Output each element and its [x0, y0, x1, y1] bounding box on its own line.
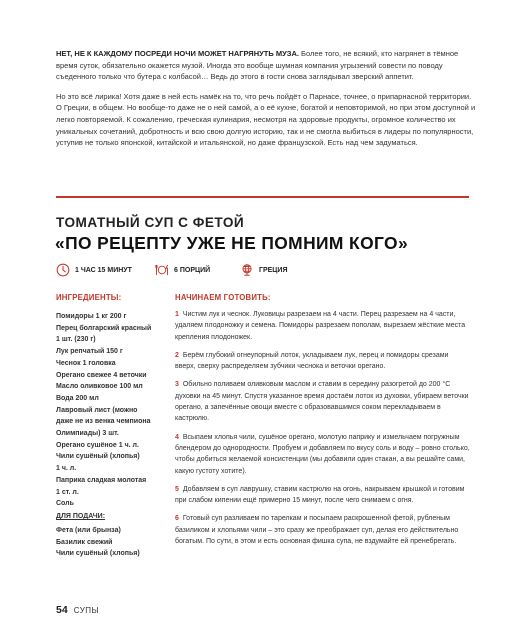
- steps-list: [175, 309, 470, 554]
- country: ГРЕЦИЯ: [259, 266, 288, 274]
- step-number: 6: [175, 515, 179, 523]
- step-item: [175, 513, 470, 547]
- ingredient-item: Олимпиады) 3 шт.: [56, 430, 119, 438]
- ingredient-item: 1 шт. (230 г): [56, 336, 96, 344]
- step-number: 2: [175, 351, 179, 359]
- recipe-title: ТОМАТНЫЙ СУП С ФЕТОЙ: [56, 215, 245, 230]
- ingredient-item: Орегано сушёное 1 ч. л.: [56, 441, 139, 449]
- section-divider: [56, 196, 469, 198]
- page-footer: [56, 604, 99, 616]
- meta-time: [56, 260, 132, 280]
- ingredient-item: Помидоры 1 кг 200 г: [56, 313, 127, 320]
- page-number: 54: [56, 604, 68, 616]
- intro-paragraph-1-body: Более того, не всякий, кто нагрянет в тёмное время суток, обязательно окажется музой. Иногда это вообще шумная компания угрызений совести по поводу съеденного только что бутера с колбасой… Ведь до этого в гости снова заглядывал зверский аппетит.: [56, 49, 459, 82]
- step-item: [175, 432, 470, 477]
- recipe-subtitle: «ПО РЕЦЕПТУ УЖЕ НЕ ПОМНИМ КОГО»: [55, 233, 409, 253]
- meta-portions: [155, 260, 210, 280]
- meta-country: [240, 260, 287, 280]
- ingredient-item: Вода 200 мл: [56, 394, 99, 402]
- step-number: 4: [175, 433, 179, 441]
- clock-icon: [56, 263, 70, 277]
- step-number: 1: [175, 311, 179, 318]
- ingredient-item: Орегано свежее 4 веточки: [56, 371, 147, 379]
- ingredient-item: 1 ст. л.: [56, 488, 79, 496]
- step-number: 3: [175, 381, 179, 389]
- intro-paragraph-1: [56, 48, 476, 83]
- step-item: [175, 309, 470, 343]
- ingredient-item: Паприка сладкая молотая: [56, 476, 147, 484]
- step-text: Чистим лук и чеснок. Луковицы разрезаем на 4 части. Перец разрезаем на 4 части, удаляем плодоножку и семена. Помидоры разрезаем пополам, вырезаем жёсткие места крепления плодоножек.: [175, 311, 466, 341]
- step-number: 5: [175, 485, 179, 493]
- portions: 6 ПОРЦИЙ: [174, 266, 211, 274]
- serving-heading: ДЛЯ ПОДАЧИ:: [56, 513, 106, 520]
- step-text: Всыпаем хлопья чили, сушёное орегано, молотую паприку и измельчаем погружным блендером до однородности. Пробуем и добавляем по вкусу соль и воду – ровно столько, чтобы добиться желаемой консистенции (мы добавили один стакан, а вы решайте сами, какую густоту хотите).: [175, 433, 470, 475]
- step-item: [175, 379, 470, 424]
- ingredient-item: Масло оливковое 100 мл: [56, 383, 143, 391]
- step-item: [175, 350, 470, 373]
- fork-knife-plate-icon: [155, 263, 169, 277]
- serving-item: Базилик свежий: [56, 538, 113, 546]
- serving-list: [56, 525, 176, 560]
- serving-item: Чили сушёный (хлопья): [56, 550, 140, 558]
- globe-icon: [240, 263, 254, 277]
- step-text: Берём глубокий огнеупорный лоток, укладываем лук, перец и помидоры срезами вверх, сверху распределяем зубчики чеснока и веточки орегано.: [175, 351, 449, 371]
- ingredient-item: Чеснок 1 головка: [56, 359, 116, 367]
- ingredient-item: Лук репчатый 150 г: [56, 348, 123, 356]
- intro-paragraph-2: Но это всё лирика! Хотя даже в ней есть намёк на то, что речь пойдёт о Парнасе, точнее, о припарнасной территории. О Греции, в общем. Но вообще-то даже не о ней самой, а о её кухне, богатой и неповторимой, но при этом доступной и легко повторяемой. К сожалению, греческая кулинария, несмотря на здоровые продукты, огромное количество их уникальных сочетаний, добротность и всю свою долгую историю, так и не смогла выбиться в лидеры по популярности, уступив не только японской, китайской и итальянской, но даже французской. Есть над чем задуматься.: [56, 91, 476, 148]
- ingredient-item: Перец болгарский красный: [56, 324, 152, 332]
- intro-text: [56, 48, 476, 157]
- ingredients-heading: ИНГРЕДИЕНТЫ:: [56, 293, 122, 302]
- cooking-time: 1 ЧАС 15 МИНУТ: [75, 266, 132, 274]
- serving-item: Фета (или брынза): [56, 527, 121, 534]
- step-item: [175, 484, 470, 507]
- ingredient-item: Чили сушёный (хлопья): [56, 453, 140, 461]
- ingredients-list: [56, 311, 166, 510]
- step-text: Готовый суп разливаем по тарелкам и посыпаем раскрошенной фетой, рубленым базиликом и хлопьями чили – это сразу же преображает суп, делая его действительно богатым. По сути, в этом и есть основная фишка супа, не вздумайте ей пренебрегать.: [175, 515, 459, 546]
- ingredient-item: Лавровый лист (можно: [56, 406, 138, 414]
- step-text: Добавляем в суп лаврушку, ставим кастрюлю на огонь, накрываем крышкой и готовим при слабом кипении ещё примерно 15 минут, после чего снимаем с огня.: [175, 485, 465, 505]
- steps-heading: НАЧИНАЕМ ГОТОВИТЬ:: [175, 293, 271, 302]
- ingredient-item: даже не из венка чемпиона: [56, 418, 151, 426]
- ingredient-item: Соль: [56, 500, 74, 508]
- ingredient-item: 1 ч. л.: [56, 465, 77, 473]
- section-name: СУПЫ: [73, 606, 100, 615]
- intro-lead: НЕТ, НЕ К КАЖДОМУ ПОСРЕДИ НОЧИ МОЖЕТ НАГРЯНУТЬ МУЗА.: [56, 49, 299, 58]
- step-text: Обильно поливаем оливковым маслом и ставим в середину разогретой до 200 °С духовки на 45 минут. Спустя указанное время достаём лоток из духовки, убираем веточки орегано, а запечённые овощи вместе с образовавшимся соком перекладываем в кастрюлю.: [175, 381, 469, 423]
